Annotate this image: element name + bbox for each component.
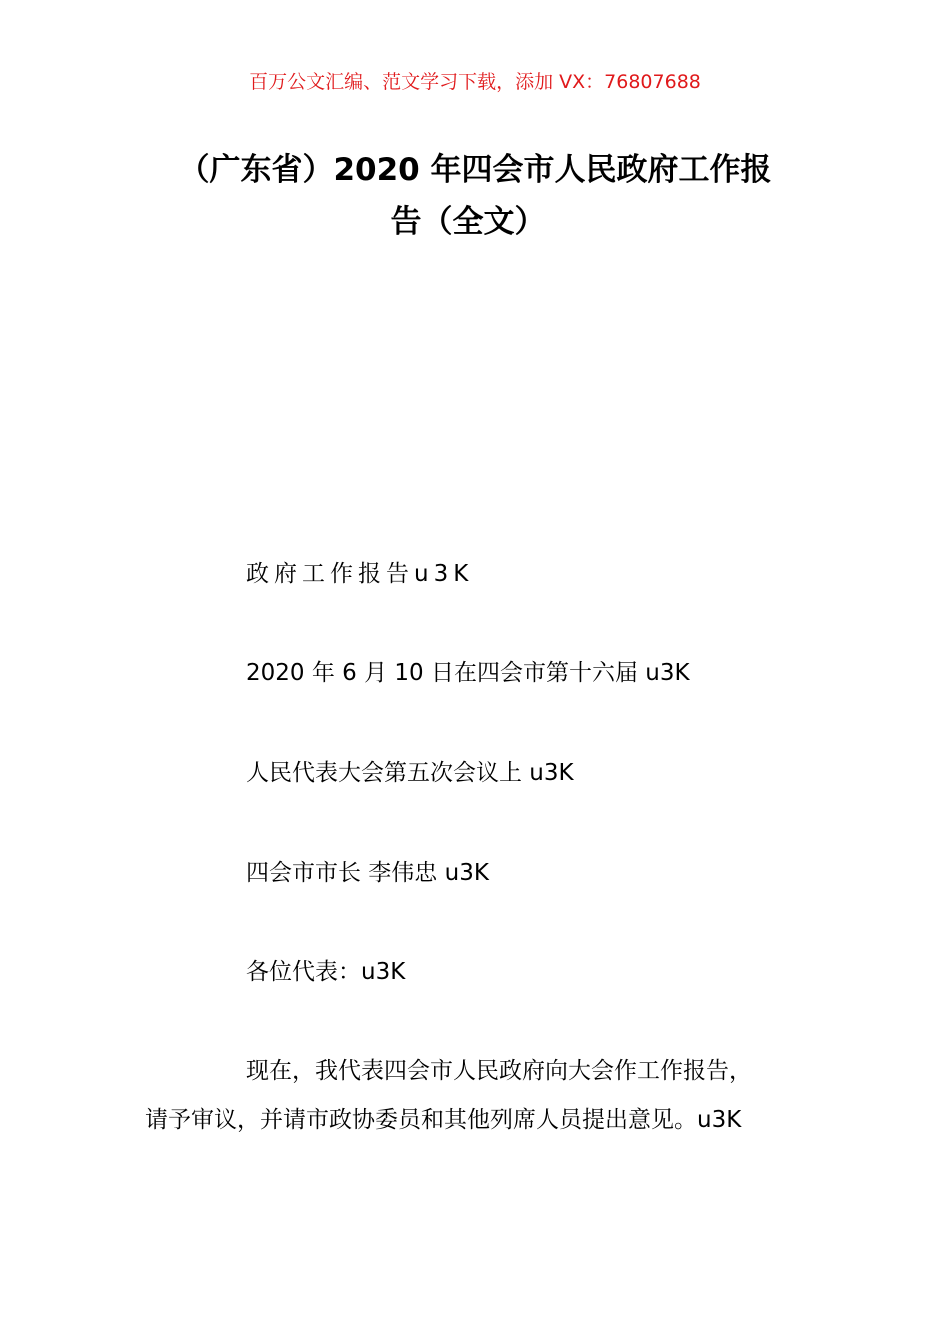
meeting-line: 人民代表大会第五次会议上 u3K [246, 760, 574, 786]
document-title-line-1: （广东省）2020 年四会市人民政府工作报 [178, 152, 772, 188]
speaker-line: 四会市市长 李伟忠 u3K [246, 860, 489, 886]
salutation-line: 各位代表：u3K [246, 959, 406, 985]
report-heading: 政府工作报告u3K [246, 561, 474, 587]
date-line: 2020 年 6 月 10 日在四会市第十六届 u3K [246, 660, 690, 686]
paragraph-line-1: 现在，我代表四会市人民政府向大会作工作报告， [246, 1058, 752, 1084]
document-title-line-2: 告（全文） [390, 204, 546, 240]
paragraph-line-2: 请予审议，并请市政协委员和其他列席人员提出意见。u3K [145, 1107, 742, 1133]
header-watermark-note: 百万公文汇编、范文学习下载，添加 VX：76807688 [249, 71, 701, 93]
